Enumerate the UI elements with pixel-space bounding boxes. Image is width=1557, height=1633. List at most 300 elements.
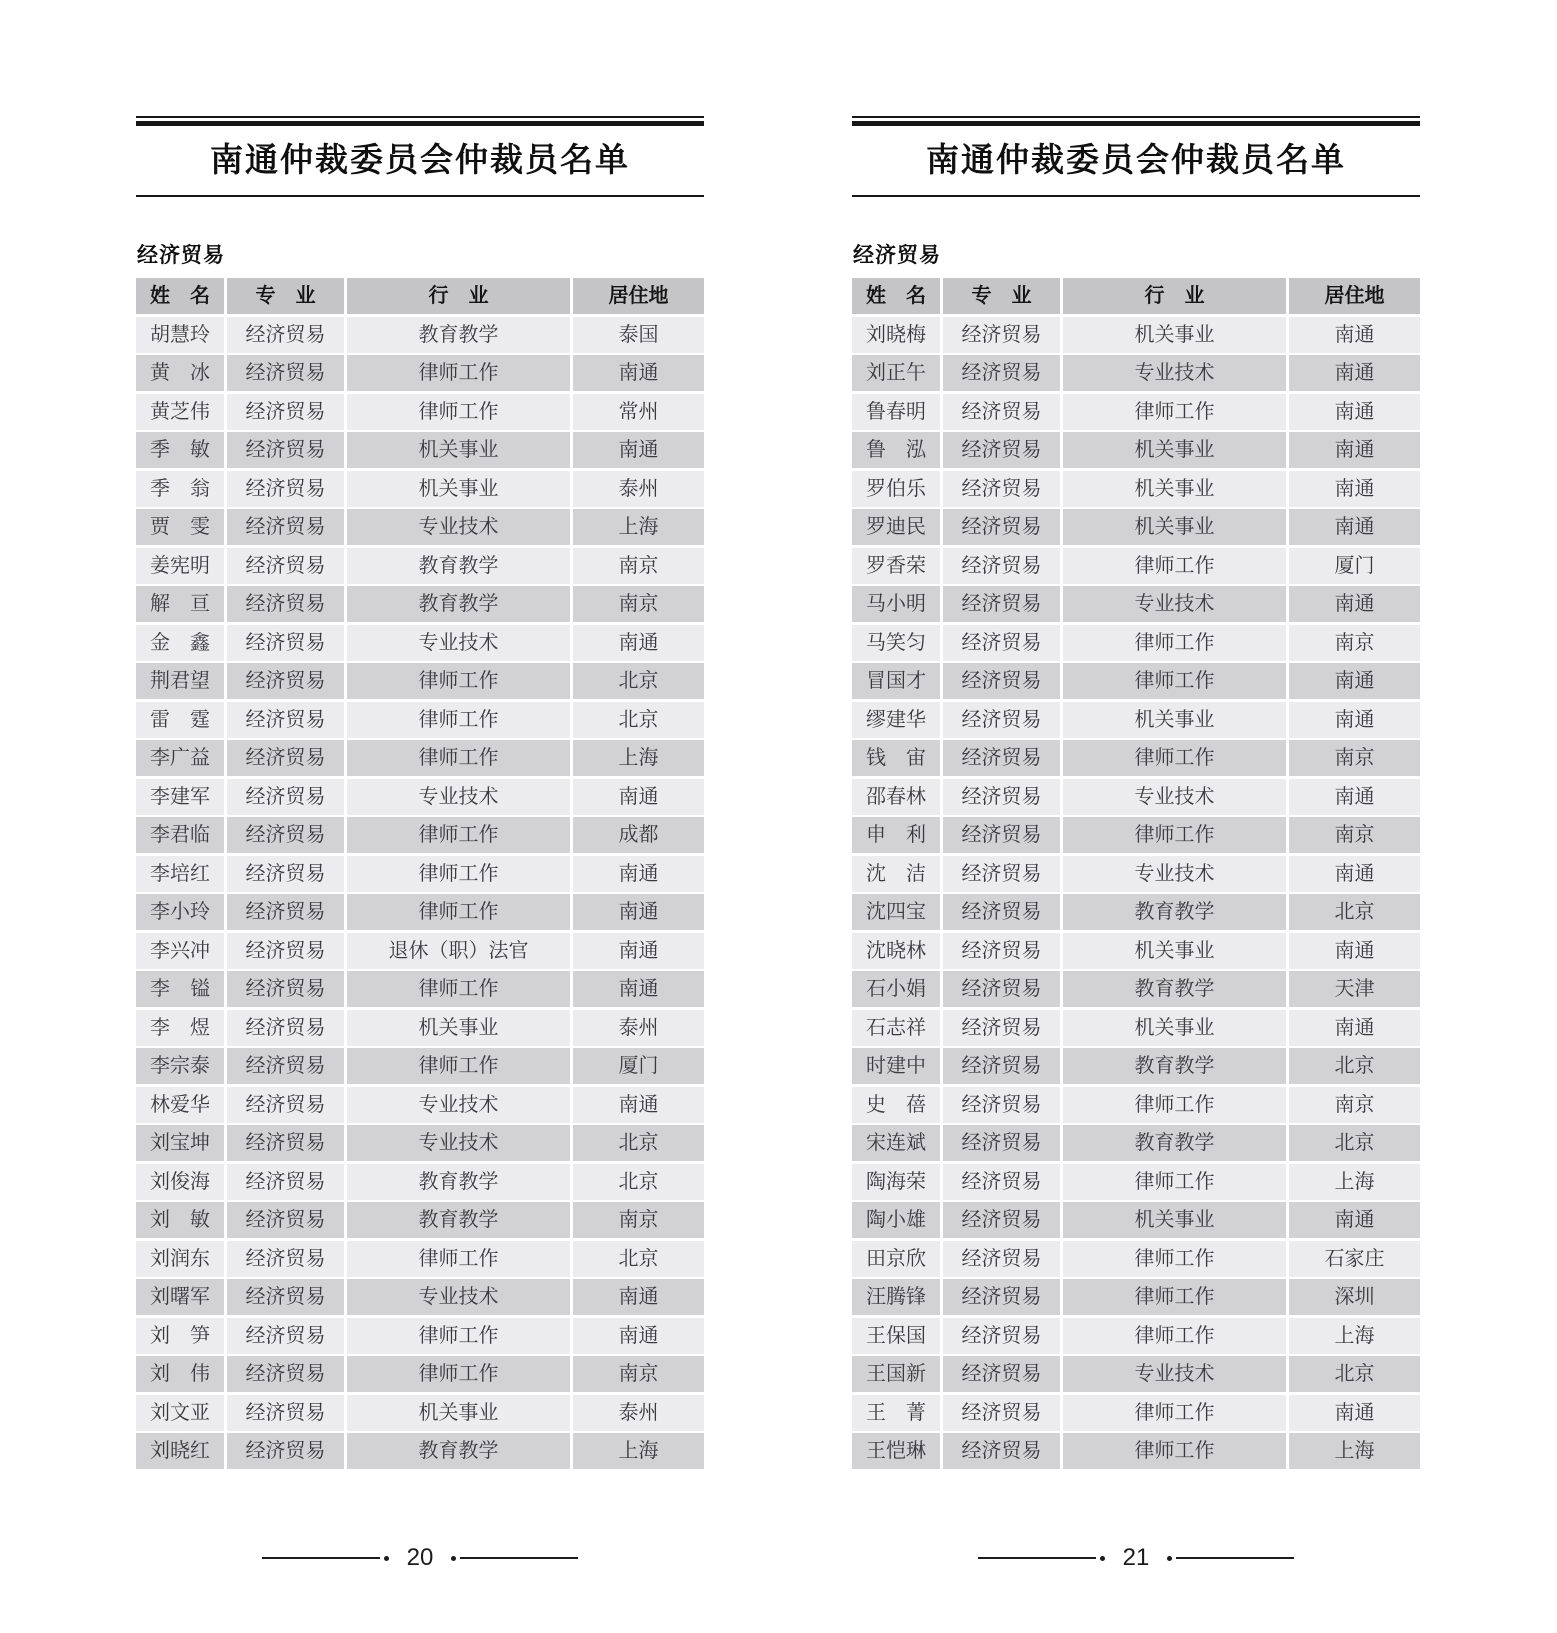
table-row [136, 1318, 704, 1354]
name-cell: 解 亘 [136, 586, 224, 622]
specialty-cell: 经济贸易 [227, 432, 344, 468]
specialty-cell: 经济贸易 [943, 394, 1060, 430]
industry-cell: 专业技术 [347, 779, 570, 815]
table-row [852, 1010, 1420, 1046]
industry-cell: 专业技术 [1063, 856, 1286, 892]
industry-cell: 律师工作 [1063, 1087, 1286, 1123]
name-cell: 刘晓红 [136, 1433, 224, 1469]
industry-cell: 机关事业 [1063, 1010, 1286, 1046]
table-row [136, 1048, 704, 1084]
industry-cell: 专业技术 [1063, 355, 1286, 391]
residence-cell: 泰州 [573, 471, 704, 507]
residence-cell: 北京 [1289, 1125, 1420, 1161]
name-cell: 李 镒 [136, 971, 224, 1007]
industry-cell: 律师工作 [1063, 817, 1286, 853]
residence-cell: 南通 [1289, 933, 1420, 969]
industry-cell: 机关事业 [1063, 933, 1286, 969]
name-cell: 贾 雯 [136, 509, 224, 545]
name-cell: 黄 冰 [136, 355, 224, 391]
specialty-cell: 经济贸易 [943, 663, 1060, 699]
page-number: 21 [1122, 1544, 1150, 1571]
table-row [136, 1279, 704, 1315]
residence-cell: 南通 [573, 1279, 704, 1315]
industry-cell: 教育教学 [347, 1164, 570, 1200]
table-row [136, 817, 704, 853]
page-20 [136, 0, 704, 1633]
residence-cell: 南通 [573, 894, 704, 930]
page-title: 南通仲裁委员会仲裁员名单 [210, 141, 630, 178]
specialty-cell: 经济贸易 [227, 625, 344, 661]
residence-cell: 南京 [573, 586, 704, 622]
specialty-cell: 经济贸易 [943, 1433, 1060, 1469]
residence-cell: 南通 [573, 355, 704, 391]
industry-cell: 专业技术 [347, 1125, 570, 1161]
table-row [852, 1125, 1420, 1161]
specialty-cell: 经济贸易 [227, 317, 344, 353]
specialty-cell: 经济贸易 [943, 1048, 1060, 1084]
header-industry: 行 业 [347, 278, 570, 314]
footer-dot-right [451, 1556, 456, 1561]
title-top-rule [852, 116, 1420, 126]
table-row [852, 779, 1420, 815]
table-row [852, 663, 1420, 699]
table-row [852, 1087, 1420, 1123]
specialty-cell: 经济贸易 [943, 933, 1060, 969]
industry-cell: 律师工作 [347, 1048, 570, 1084]
industry-cell: 机关事业 [1063, 509, 1286, 545]
residence-cell: 南通 [1289, 779, 1420, 815]
specialty-cell: 经济贸易 [943, 432, 1060, 468]
footer-line-left [262, 1557, 380, 1559]
name-cell: 李 煜 [136, 1010, 224, 1046]
residence-cell: 南通 [573, 779, 704, 815]
residence-cell: 南通 [1289, 1010, 1420, 1046]
name-cell: 钱 宙 [852, 740, 940, 776]
residence-cell: 北京 [573, 1164, 704, 1200]
specialty-cell: 经济贸易 [227, 817, 344, 853]
table-row [852, 1395, 1420, 1431]
specialty-cell: 经济贸易 [943, 355, 1060, 391]
industry-cell: 律师工作 [347, 702, 570, 738]
name-cell: 刘 伟 [136, 1356, 224, 1392]
specialty-cell: 经济贸易 [227, 663, 344, 699]
industry-cell: 机关事业 [1063, 471, 1286, 507]
industry-cell: 律师工作 [347, 1356, 570, 1392]
page-title: 南通仲裁委员会仲裁员名单 [926, 141, 1346, 178]
industry-cell: 律师工作 [1063, 663, 1286, 699]
table-row [136, 1241, 704, 1277]
specialty-cell: 经济贸易 [943, 1279, 1060, 1315]
table-row [852, 355, 1420, 391]
name-cell: 罗香荣 [852, 548, 940, 584]
residence-cell: 南京 [1289, 740, 1420, 776]
specialty-cell: 经济贸易 [943, 894, 1060, 930]
name-cell: 林爱华 [136, 1087, 224, 1123]
specialty-cell: 经济贸易 [227, 586, 344, 622]
name-cell: 马小明 [852, 586, 940, 622]
table-row [852, 625, 1420, 661]
industry-cell: 机关事业 [1063, 317, 1286, 353]
specialty-cell: 经济贸易 [943, 702, 1060, 738]
header-name: 姓 名 [136, 278, 224, 314]
table-row [852, 1356, 1420, 1392]
name-cell: 王保国 [852, 1318, 940, 1354]
footer-line-right [1176, 1557, 1294, 1559]
specialty-cell: 经济贸易 [227, 1356, 344, 1392]
residence-cell: 泰州 [573, 1395, 704, 1431]
name-cell: 王恺琳 [852, 1433, 940, 1469]
residence-cell: 深圳 [1289, 1279, 1420, 1315]
residence-cell: 厦门 [1289, 548, 1420, 584]
table-row [852, 432, 1420, 468]
industry-cell: 专业技术 [1063, 1356, 1286, 1392]
table-row [852, 1433, 1420, 1469]
industry-cell: 律师工作 [347, 817, 570, 853]
residence-cell: 南通 [1289, 856, 1420, 892]
industry-cell: 律师工作 [1063, 548, 1286, 584]
page-masthead [852, 116, 1420, 197]
table-row [136, 1010, 704, 1046]
specialty-cell: 经济贸易 [943, 1202, 1060, 1238]
page-footer [852, 1543, 1420, 1573]
name-cell: 鲁春明 [852, 394, 940, 430]
name-cell: 金 鑫 [136, 625, 224, 661]
table-row [136, 1087, 704, 1123]
industry-cell: 教育教学 [1063, 971, 1286, 1007]
specialty-cell: 经济贸易 [227, 779, 344, 815]
header-specialty: 专 业 [943, 278, 1060, 314]
table-row [852, 548, 1420, 584]
residence-cell: 南通 [1289, 394, 1420, 430]
table-row [136, 933, 704, 969]
industry-cell: 机关事业 [347, 432, 570, 468]
specialty-cell: 经济贸易 [227, 1164, 344, 1200]
industry-cell: 教育教学 [347, 1202, 570, 1238]
table-row [852, 1164, 1420, 1200]
name-cell: 王 菁 [852, 1395, 940, 1431]
table-row [136, 894, 704, 930]
arbitrator-table [136, 278, 704, 1472]
table-row [852, 317, 1420, 353]
industry-cell: 机关事业 [347, 1010, 570, 1046]
name-cell: 姜宪明 [136, 548, 224, 584]
specialty-cell: 经济贸易 [227, 355, 344, 391]
name-cell: 宋连斌 [852, 1125, 940, 1161]
table-row [852, 1318, 1420, 1354]
name-cell: 缪建华 [852, 702, 940, 738]
specialty-cell: 经济贸易 [227, 740, 344, 776]
table-row [136, 625, 704, 661]
name-cell: 陶小雄 [852, 1202, 940, 1238]
name-cell: 雷 霆 [136, 702, 224, 738]
industry-cell: 教育教学 [1063, 1125, 1286, 1161]
industry-cell: 律师工作 [1063, 1433, 1286, 1469]
name-cell: 刘正午 [852, 355, 940, 391]
table-row [136, 355, 704, 391]
industry-cell: 专业技术 [1063, 779, 1286, 815]
name-cell: 荆君望 [136, 663, 224, 699]
table-row [136, 1125, 704, 1161]
residence-cell: 南通 [1289, 1395, 1420, 1431]
name-cell: 罗迪民 [852, 509, 940, 545]
residence-cell: 上海 [1289, 1318, 1420, 1354]
residence-cell: 上海 [573, 1433, 704, 1469]
table-body [852, 317, 1420, 1470]
specialty-cell: 经济贸易 [943, 317, 1060, 353]
specialty-cell: 经济贸易 [227, 1125, 344, 1161]
name-cell: 沈四宝 [852, 894, 940, 930]
specialty-cell: 经济贸易 [943, 1395, 1060, 1431]
name-cell: 汪腾锋 [852, 1279, 940, 1315]
section-label: 经济贸易 [137, 244, 225, 267]
specialty-cell: 经济贸易 [227, 1202, 344, 1238]
name-cell: 时建中 [852, 1048, 940, 1084]
header-industry: 行 业 [1063, 278, 1286, 314]
table-row [136, 856, 704, 892]
name-cell: 史 蓓 [852, 1087, 940, 1123]
name-cell: 鲁 泓 [852, 432, 940, 468]
industry-cell: 律师工作 [1063, 740, 1286, 776]
table-row [136, 1164, 704, 1200]
specialty-cell: 经济贸易 [943, 548, 1060, 584]
table-row [852, 702, 1420, 738]
specialty-cell: 经济贸易 [943, 1125, 1060, 1161]
specialty-cell: 经济贸易 [227, 1279, 344, 1315]
name-cell: 黄芝伟 [136, 394, 224, 430]
table-row [852, 586, 1420, 622]
specialty-cell: 经济贸易 [943, 1241, 1060, 1277]
industry-cell: 律师工作 [1063, 1241, 1286, 1277]
page-21 [852, 0, 1420, 1633]
specialty-cell: 经济贸易 [227, 509, 344, 545]
residence-cell: 厦门 [573, 1048, 704, 1084]
table-row [852, 817, 1420, 853]
table-row [852, 856, 1420, 892]
specialty-cell: 经济贸易 [943, 856, 1060, 892]
table-row [136, 1356, 704, 1392]
footer-dot-right [1167, 1556, 1172, 1561]
residence-cell: 南通 [573, 1318, 704, 1354]
residence-cell: 南通 [1289, 471, 1420, 507]
page-masthead [136, 116, 704, 197]
table-row [136, 317, 704, 353]
specialty-cell: 经济贸易 [227, 1048, 344, 1084]
specialty-cell: 经济贸易 [227, 1010, 344, 1046]
table-row [852, 1279, 1420, 1315]
specialty-cell: 经济贸易 [227, 1395, 344, 1431]
industry-cell: 机关事业 [347, 471, 570, 507]
name-cell: 季 翁 [136, 471, 224, 507]
residence-cell: 南通 [1289, 317, 1420, 353]
specialty-cell: 经济贸易 [227, 394, 344, 430]
industry-cell: 教育教学 [1063, 894, 1286, 930]
residence-cell: 北京 [573, 1241, 704, 1277]
residence-cell: 南京 [1289, 817, 1420, 853]
header-name: 姓 名 [852, 278, 940, 314]
residence-cell: 泰国 [573, 317, 704, 353]
name-cell: 胡慧玲 [136, 317, 224, 353]
name-cell: 石小娟 [852, 971, 940, 1007]
table-row [136, 740, 704, 776]
residence-cell: 南通 [573, 856, 704, 892]
specialty-cell: 经济贸易 [943, 625, 1060, 661]
name-cell: 沈 洁 [852, 856, 940, 892]
specialty-cell: 经济贸易 [227, 1318, 344, 1354]
specialty-cell: 经济贸易 [943, 1356, 1060, 1392]
residence-cell: 南通 [573, 933, 704, 969]
specialty-cell: 经济贸易 [227, 548, 344, 584]
page-number: 20 [406, 1544, 434, 1571]
industry-cell: 律师工作 [1063, 625, 1286, 661]
specialty-cell: 经济贸易 [943, 817, 1060, 853]
specialty-cell: 经济贸易 [943, 740, 1060, 776]
industry-cell: 机关事业 [1063, 702, 1286, 738]
residence-cell: 上海 [1289, 1164, 1420, 1200]
residence-cell: 南京 [1289, 1087, 1420, 1123]
industry-cell: 律师工作 [347, 894, 570, 930]
footer-dot-left [1100, 1556, 1105, 1561]
specialty-cell: 经济贸易 [227, 856, 344, 892]
table-row [136, 432, 704, 468]
residence-cell: 南通 [573, 625, 704, 661]
table-row [136, 1202, 704, 1238]
name-cell: 申 利 [852, 817, 940, 853]
residence-cell: 天津 [1289, 971, 1420, 1007]
specialty-cell: 经济贸易 [943, 1087, 1060, 1123]
residence-cell: 南通 [573, 1087, 704, 1123]
table-row [852, 1048, 1420, 1084]
table-row [852, 1202, 1420, 1238]
residence-cell: 石家庄 [1289, 1241, 1420, 1277]
industry-cell: 律师工作 [347, 971, 570, 1007]
name-cell: 刘 笋 [136, 1318, 224, 1354]
header-specialty: 专 业 [227, 278, 344, 314]
residence-cell: 南通 [1289, 702, 1420, 738]
name-cell: 刘晓梅 [852, 317, 940, 353]
industry-cell: 律师工作 [347, 663, 570, 699]
name-cell: 李培红 [136, 856, 224, 892]
specialty-cell: 经济贸易 [227, 471, 344, 507]
residence-cell: 南通 [1289, 432, 1420, 468]
industry-cell: 专业技术 [347, 625, 570, 661]
table-header-row [136, 278, 704, 314]
name-cell: 李兴冲 [136, 933, 224, 969]
name-cell: 季 敏 [136, 432, 224, 468]
industry-cell: 律师工作 [347, 355, 570, 391]
name-cell: 王国新 [852, 1356, 940, 1392]
residence-cell: 成都 [573, 817, 704, 853]
name-cell: 刘 敏 [136, 1202, 224, 1238]
name-cell: 刘文亚 [136, 1395, 224, 1431]
table-row [136, 702, 704, 738]
table-row [136, 471, 704, 507]
industry-cell: 教育教学 [1063, 1048, 1286, 1084]
residence-cell: 南通 [573, 432, 704, 468]
name-cell: 刘曙军 [136, 1279, 224, 1315]
specialty-cell: 经济贸易 [943, 586, 1060, 622]
residence-cell: 北京 [1289, 1356, 1420, 1392]
name-cell: 刘宝坤 [136, 1125, 224, 1161]
title-top-rule [136, 116, 704, 126]
specialty-cell: 经济贸易 [227, 933, 344, 969]
residence-cell: 泰州 [573, 1010, 704, 1046]
table-row [852, 894, 1420, 930]
name-cell: 李君临 [136, 817, 224, 853]
footer-line-left [978, 1557, 1096, 1559]
industry-cell: 教育教学 [347, 548, 570, 584]
table-row [852, 509, 1420, 545]
industry-cell: 律师工作 [347, 740, 570, 776]
residence-cell: 南京 [573, 1202, 704, 1238]
specialty-cell: 经济贸易 [943, 471, 1060, 507]
name-cell: 李广益 [136, 740, 224, 776]
table-row [852, 933, 1420, 969]
industry-cell: 专业技术 [347, 509, 570, 545]
residence-cell: 北京 [573, 702, 704, 738]
table-row [136, 509, 704, 545]
table-row [852, 471, 1420, 507]
name-cell: 李小玲 [136, 894, 224, 930]
name-cell: 刘俊海 [136, 1164, 224, 1200]
residence-cell: 常州 [573, 394, 704, 430]
industry-cell: 机关事业 [347, 1395, 570, 1431]
table-row [136, 779, 704, 815]
specialty-cell: 经济贸易 [943, 779, 1060, 815]
residence-cell: 南通 [1289, 509, 1420, 545]
table-row [852, 971, 1420, 1007]
specialty-cell: 经济贸易 [943, 1164, 1060, 1200]
specialty-cell: 经济贸易 [943, 1010, 1060, 1046]
table-header-row [852, 278, 1420, 314]
header-residence: 居住地 [1289, 278, 1420, 314]
residence-cell: 南京 [573, 548, 704, 584]
table-row [852, 1241, 1420, 1277]
title-bottom-rule [852, 195, 1420, 197]
industry-cell: 教育教学 [347, 1433, 570, 1469]
name-cell: 罗伯乐 [852, 471, 940, 507]
industry-cell: 律师工作 [1063, 1164, 1286, 1200]
residence-cell: 上海 [573, 509, 704, 545]
specialty-cell: 经济贸易 [943, 509, 1060, 545]
industry-cell: 律师工作 [347, 1241, 570, 1277]
industry-cell: 教育教学 [347, 317, 570, 353]
industry-cell: 教育教学 [347, 586, 570, 622]
residence-cell: 上海 [1289, 1433, 1420, 1469]
table-row [136, 586, 704, 622]
specialty-cell: 经济贸易 [227, 894, 344, 930]
specialty-cell: 经济贸易 [227, 1241, 344, 1277]
name-cell: 李建军 [136, 779, 224, 815]
residence-cell: 南通 [1289, 1202, 1420, 1238]
industry-cell: 机关事业 [1063, 432, 1286, 468]
name-cell: 李宗泰 [136, 1048, 224, 1084]
name-cell: 沈晓林 [852, 933, 940, 969]
residence-cell: 南通 [1289, 586, 1420, 622]
industry-cell: 机关事业 [1063, 1202, 1286, 1238]
industry-cell: 律师工作 [1063, 1395, 1286, 1431]
table-row [136, 394, 704, 430]
industry-cell: 专业技术 [1063, 586, 1286, 622]
industry-cell: 律师工作 [1063, 1318, 1286, 1354]
industry-cell: 律师工作 [347, 394, 570, 430]
name-cell: 田京欣 [852, 1241, 940, 1277]
industry-cell: 专业技术 [347, 1087, 570, 1123]
table-row [136, 1395, 704, 1431]
specialty-cell: 经济贸易 [227, 702, 344, 738]
name-cell: 刘润东 [136, 1241, 224, 1277]
section-label: 经济贸易 [853, 244, 941, 267]
footer-dot-left [384, 1556, 389, 1561]
